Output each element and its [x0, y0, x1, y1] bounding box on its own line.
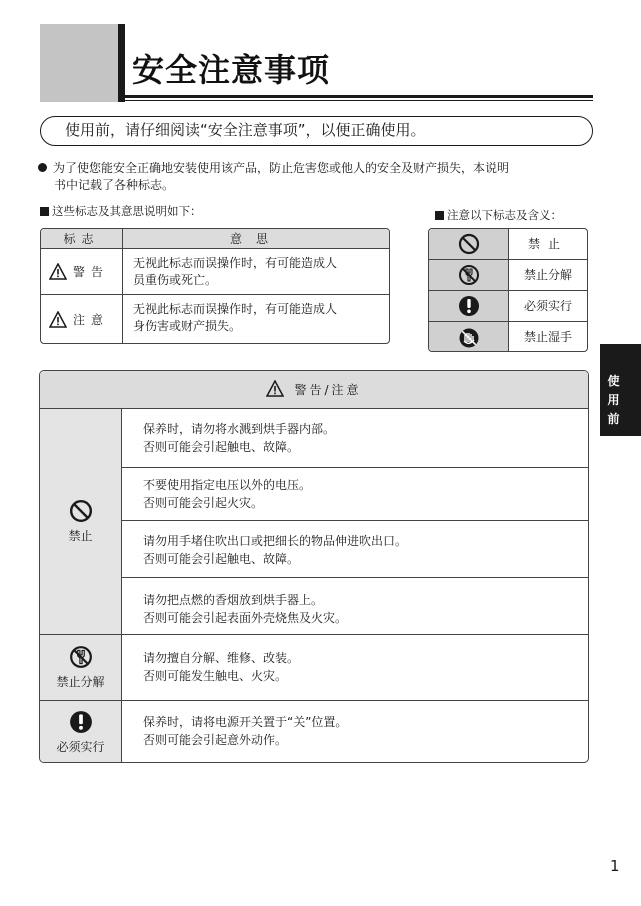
title-rule-thin	[125, 100, 593, 101]
no-disassembly-icon	[69, 645, 93, 669]
symbol-label-mandatory: 必须实行	[523, 299, 572, 313]
mandatory-icon	[69, 710, 93, 734]
title-gray-block	[40, 24, 118, 102]
table-row	[122, 468, 588, 521]
bullet-icon	[38, 163, 47, 172]
title-rule	[125, 95, 593, 98]
legend-warning-line-1: 无视此标志而误操作时，有可能造成人	[133, 256, 338, 270]
group-name-mandatory: 必须实行	[56, 740, 105, 754]
group-prohibited	[40, 409, 122, 635]
symbols-heading: 注意以下标志及含义：	[435, 207, 562, 223]
legend-label-warning: 警告	[73, 265, 110, 279]
legend-col-meaning: 意思	[229, 232, 282, 246]
symbol-row-no-disassembly	[429, 260, 587, 291]
legend-row-warning	[41, 249, 389, 295]
warning-triangle-icon	[266, 380, 284, 397]
row-text-line-1: 保养时，请勿将水溅到烘手器内部。	[143, 422, 336, 436]
page-title: 安全注意事项	[132, 51, 331, 89]
bullet-paragraph	[38, 160, 598, 194]
intro-text: 使用前，请仔细阅读“安全注意事项”，以便正确使用。	[65, 121, 426, 139]
page-number: 1	[610, 857, 620, 875]
legend-row-caution	[41, 295, 389, 343]
prohibited-icon	[458, 233, 480, 255]
row-text-line-2: 否则可能会引起意外动作。	[143, 733, 288, 747]
no-wet-hands-icon	[458, 327, 480, 349]
legend-table	[40, 228, 390, 344]
row-text-line-1: 请勿把点燃的香烟放到烘手器上。	[143, 593, 324, 607]
group-no-disassembly	[40, 635, 122, 701]
bullet-line-1: 为了使您能安全正确地安装使用该产品，防止危害您或他人的安全及财产损失，本说明	[53, 161, 510, 175]
legend-col-mark: 标志	[41, 229, 123, 249]
warning-table-title: 警告/注意	[294, 383, 362, 397]
mandatory-icon	[458, 295, 480, 317]
no-disassembly-icon	[458, 264, 480, 286]
legend-warning-line-2: 员重伤或死亡。	[133, 273, 218, 287]
warning-caution-table	[39, 370, 589, 763]
row-text-line-2: 否则可能发生触电、火灾。	[143, 669, 288, 683]
table-row	[122, 701, 588, 763]
warning-table-header	[40, 371, 588, 409]
legend-caution-line-1: 无视此标志而误操作时，有可能造成人	[133, 302, 338, 316]
symbol-label-no-wet-hands: 禁止湿手	[523, 330, 572, 344]
row-text-line-1: 不要使用指定电压以外的电压。	[143, 478, 312, 492]
symbol-row-mandatory	[429, 291, 587, 322]
symbol-row-no-wet-hands	[429, 322, 587, 352]
row-text-line-1: 保养时，请将电源开关置于“关”位置。	[143, 715, 348, 729]
symbol-row-prohibited	[429, 229, 587, 260]
row-text-line-2: 否则可能会引起表面外壳烧焦及火灾。	[143, 611, 348, 625]
bullet-line-2: 书中记载了各种标志。	[54, 178, 175, 192]
symbol-label-prohibited: 禁止	[527, 237, 568, 251]
row-text-line-1: 请勿擅自分解、维修、改装。	[143, 651, 300, 665]
row-text-line-2: 否则可能会引起触电、故障。	[143, 552, 300, 566]
legend-heading: 这些标志及其意思说明如下：	[40, 203, 202, 219]
group-mandatory	[40, 701, 122, 763]
title-accent-bar	[118, 24, 125, 102]
legend-caution-line-2: 身伤害或财产损失。	[133, 319, 242, 333]
symbol-label-no-disassembly: 禁止分解	[523, 268, 572, 282]
caution-triangle-icon	[49, 311, 67, 328]
warning-triangle-icon	[49, 263, 67, 280]
table-row	[122, 409, 588, 468]
legend-label-caution: 注意	[73, 312, 110, 327]
intro-banner	[40, 116, 593, 146]
square-bullet-icon	[435, 211, 444, 220]
square-bullet-icon	[40, 207, 49, 216]
prohibited-icon	[69, 499, 93, 523]
group-name-no-disassembly: 禁止分解	[56, 675, 105, 689]
legend-header	[41, 229, 389, 249]
side-tab-before-use: 使 用 前	[600, 344, 641, 436]
table-row	[122, 635, 588, 701]
group-name-prohibited: 禁止	[68, 529, 93, 543]
symbol-table	[428, 228, 588, 352]
row-text-line-2: 否则可能会引起火灾。	[143, 496, 264, 510]
table-row	[122, 578, 588, 635]
row-text-line-1: 请勿用手堵住吹出口或把细长的物品伸进吹出口。	[143, 534, 408, 548]
table-row	[122, 521, 588, 578]
row-text-line-2: 否则可能会引起触电、故障。	[143, 440, 300, 454]
